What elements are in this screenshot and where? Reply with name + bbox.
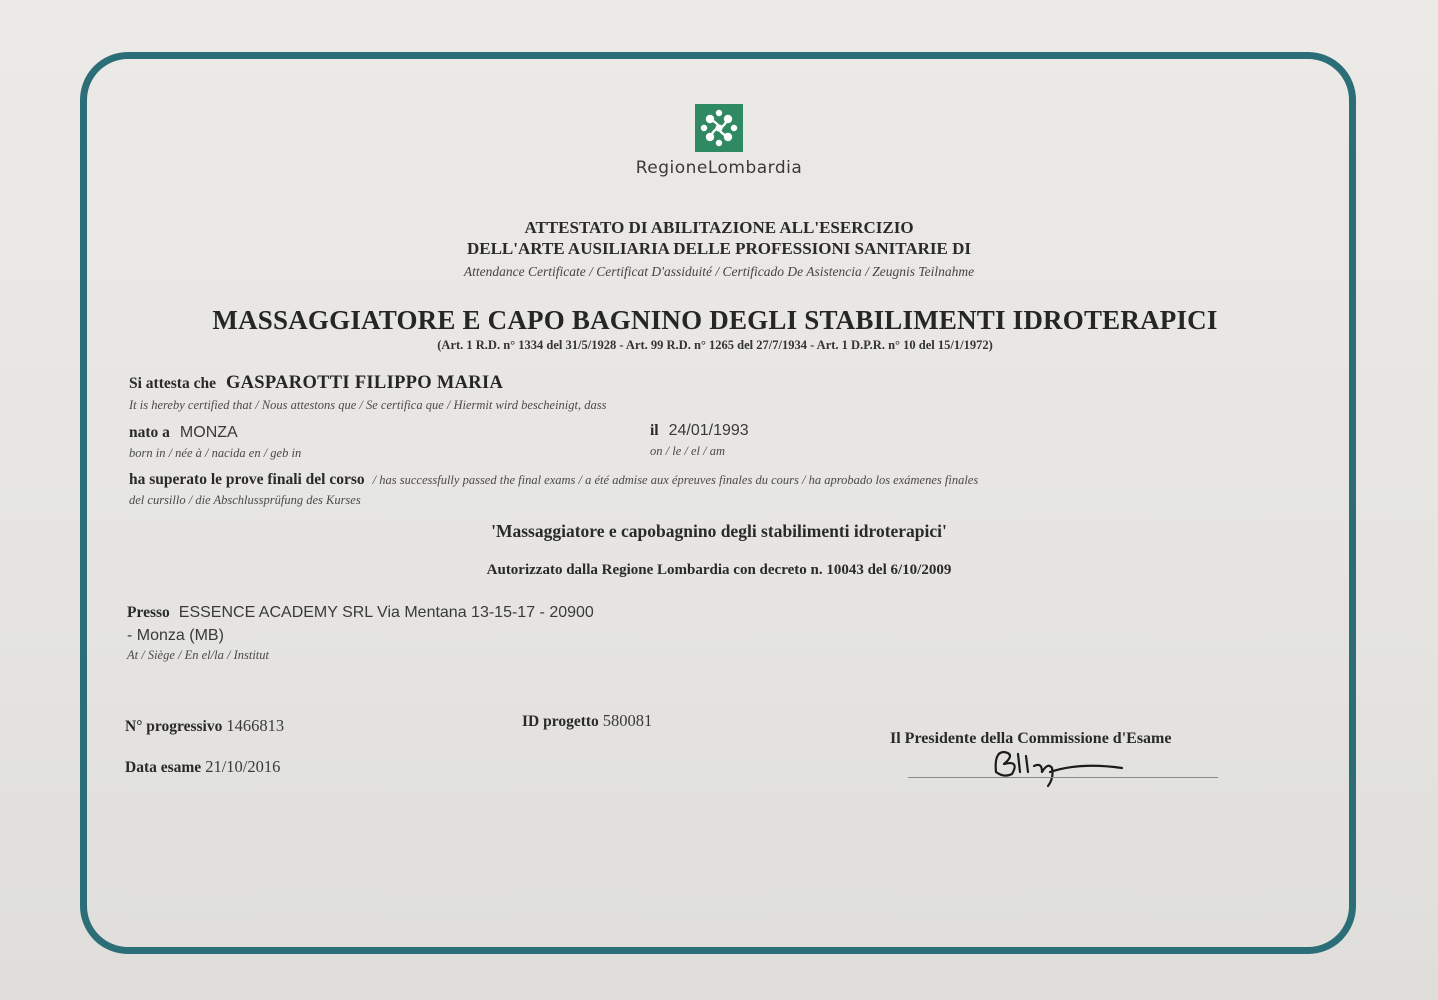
legal-references: (Art. 1 R.D. n° 1334 del 31/5/1928 - Art. 99 R.D. n° 1265 del 27/7/1934 - Art. 1 D.P.R. n° 10 del 15/1/1972) [437, 338, 993, 352]
signature-line [908, 777, 1218, 778]
header-translation: Attendance Certificate / Certificat D'assiduité / Certificado De Asistencia / Zeugnis Teilnahme [463, 264, 975, 279]
header-line-2: DELL'ARTE AUSILIARIA DELLE PROFESSIONI SANITARIE DI [466, 239, 972, 258]
project-id-row [522, 711, 652, 731]
header-line-1: ATTESTATO DI ABILITAZIONE ALL'ESERCIZIO [524, 218, 914, 237]
exam-passed-label: ha superato le prove finali del corso [129, 471, 365, 488]
certificate-title: MASSAGGIATORE E CAPO BAGNINO DEGLI STABILIMENTI IDROTERAPICI [212, 305, 1218, 335]
regione-lombardia-logo [695, 104, 743, 152]
venue-label: Presso [127, 604, 170, 621]
birth-place-translation: born in / née à / nacida en / geb in [129, 446, 302, 460]
birth-date-row [650, 422, 749, 440]
authorization-decree: Autorizzato dalla Regione Lombardia con decreto n. 10043 del 6/10/2009 [486, 562, 952, 578]
holder-translation: It is hereby certified that / Nous attestons que / Se certifica que / Hiermit wird bescheinigt, dass [129, 398, 607, 412]
venue-row [127, 604, 594, 622]
venue-value-line-2: - Monza (MB) [127, 627, 224, 644]
exam-passed-translation-2: del cursillo / die Abschlussprüfung des Kurses [129, 493, 361, 507]
signature-mark [990, 742, 1130, 790]
venue-value: ESSENCE ACADEMY SRL Via Mentana 13-15-17 - 20900 [178, 604, 594, 621]
project-id-label: ID progetto [522, 713, 599, 730]
birth-date-value: 24/01/1993 [668, 422, 749, 439]
exam-passed-row [129, 471, 978, 489]
venue-translation: At / Siège / En el/la / Institut [127, 648, 269, 662]
rosa-camuna-icon [695, 104, 743, 152]
progressive-number-value: 1466813 [226, 716, 285, 735]
birth-place-row [129, 424, 238, 442]
exam-passed-translation: / has successfully passed the final exams / a été admise aux épreuves finales du cours / ha aprobado los exámenes finales [372, 473, 979, 487]
exam-date-value: 21/10/2016 [205, 757, 281, 776]
progressive-number-row [125, 716, 284, 736]
signature-label: Il Presidente della Commissione d'Esame [890, 730, 1172, 747]
birth-date-translation: on / le / el / am [650, 444, 725, 458]
holder-label: Si attesta che [129, 375, 216, 392]
progressive-number-label: N° progressivo [125, 718, 223, 735]
course-name: 'Massaggiatore e capobagnino degli stabilimenti idroterapici' [491, 521, 947, 541]
birth-date-label: il [650, 422, 659, 439]
exam-date-row [125, 757, 280, 777]
holder-name: GASPAROTTI FILIPPO MARIA [225, 373, 504, 393]
birth-place-value: MONZA [179, 424, 238, 441]
birth-place-label: nato a [129, 424, 170, 441]
logo-wordmark: RegioneLombardia [635, 158, 803, 178]
holder-row [129, 373, 503, 394]
exam-date-label: Data esame [125, 759, 202, 776]
project-id-value: 580081 [602, 711, 653, 730]
